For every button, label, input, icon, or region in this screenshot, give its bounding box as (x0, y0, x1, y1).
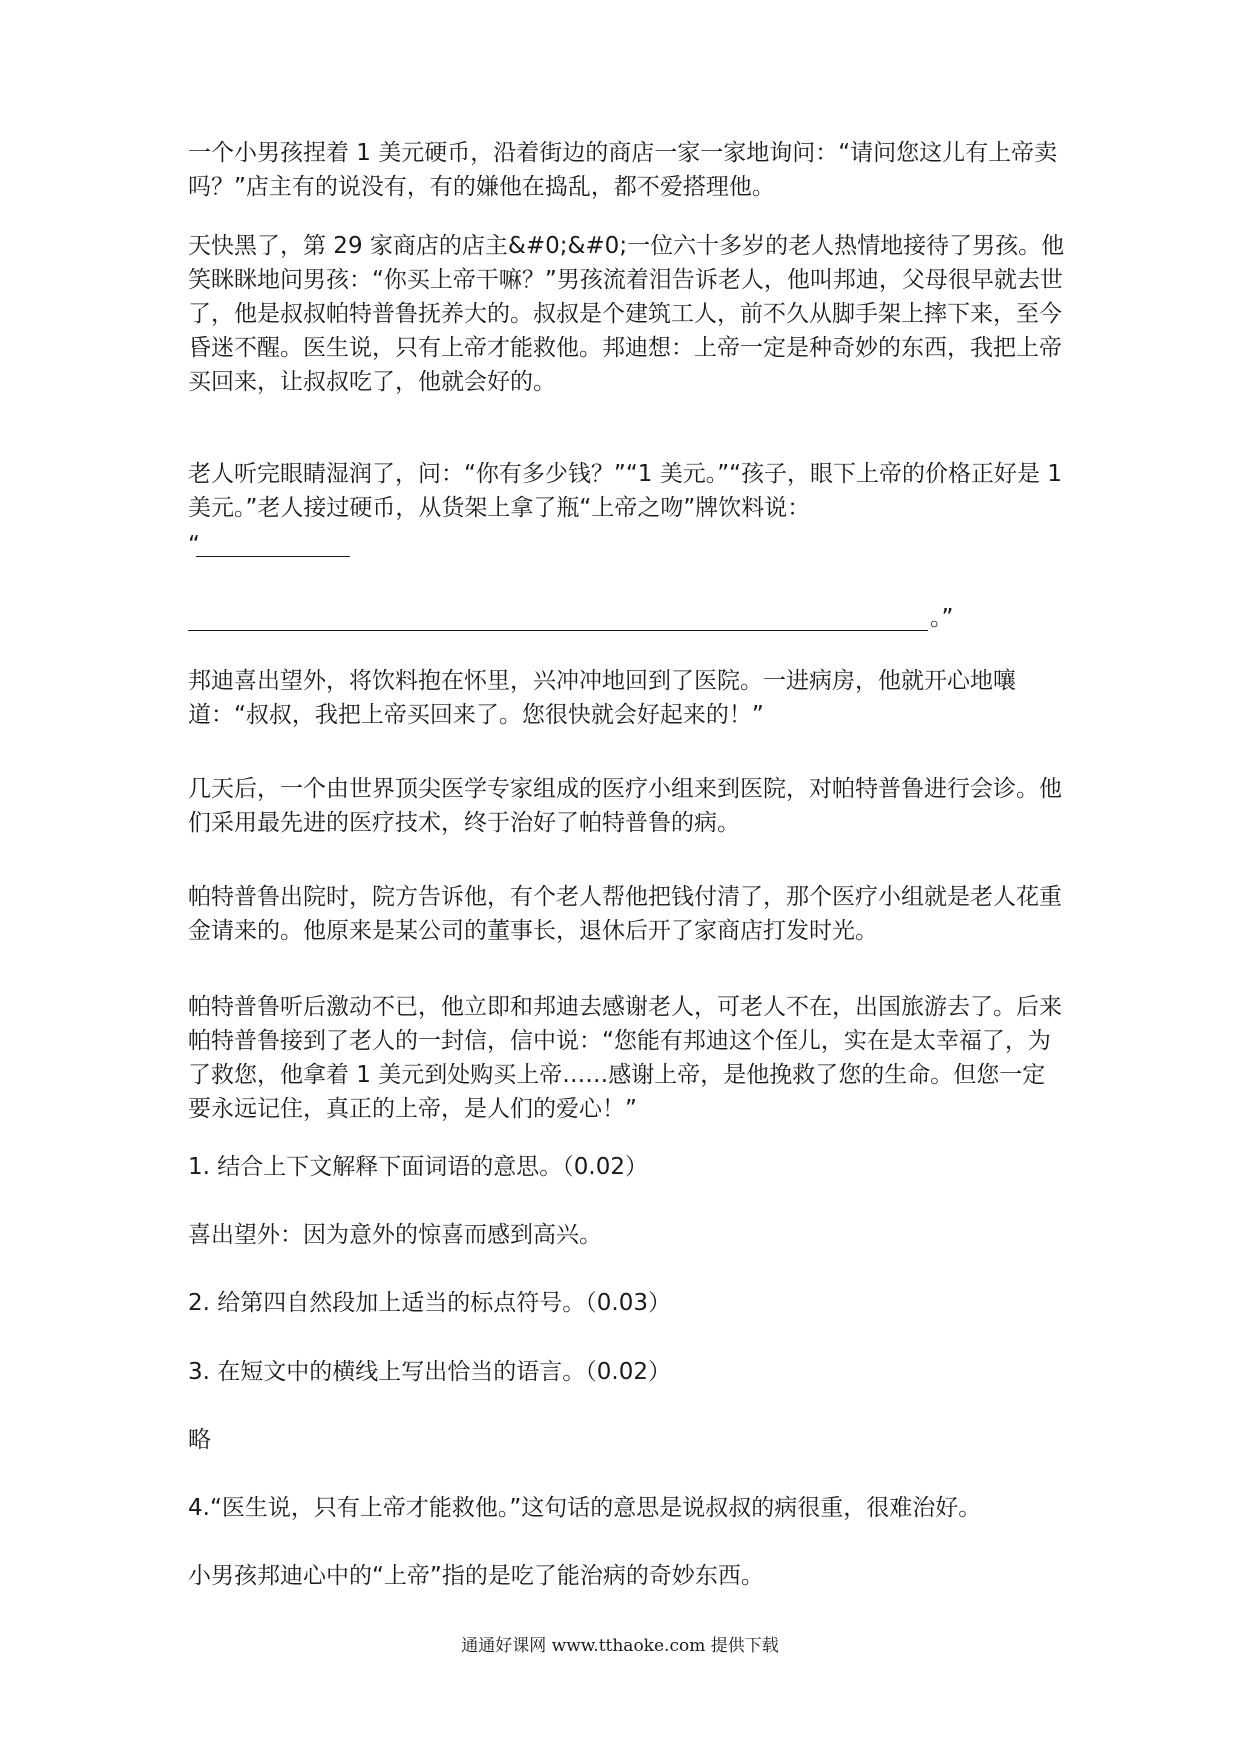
closing-quote-mark: 。” (930, 605, 954, 631)
page-footer: 通通好课网 www.tthaoke.com 提供下载 (461, 1636, 779, 1656)
question-1: 1. 结合上下文解释下面词语的意思。（0.02） (188, 1154, 648, 1180)
story-paragraph-1: 一个小男孩捏着 1 美元硬币，沿着街边的商店一家一家地询问：“请问您这儿有上帝卖吗？”店主有的说没有，有的嫌他在捣乱，都不爱搭理他。 (188, 140, 1058, 200)
answer-1: 喜出望外：因为意外的惊喜而感到高兴。 (188, 1222, 602, 1248)
story-paragraph-5: 几天后，一个由世界顶尖医学专家组成的医疗小组来到医院，对帕特普鲁进行会诊。他们采用最先进的医疗技术，终于治好了帕特普鲁的病。 (188, 776, 1062, 836)
story-paragraph-6: 帕特普鲁出院时，院方告诉他，有个老人帮他把钱付清了，那个医疗小组就是老人花重金请来的。他原来是某公司的董事长，退休后开了家商店打发时光。 (188, 884, 1062, 944)
story-paragraph-2: 天快黑了，第 29 家商店的店主&#0;&#0;一位六十多岁的老人热情地接待了男孩。他笑眯眯地问男孩：“你买上帝干嘛？”男孩流着泪告诉老人，他叫邦迪，父母很早就去世了，他是叔叔帕特普鲁抚养大的。叔叔是个建筑工人，前不久从脚手架上摔下来，至今昏迷不醒。医生说，只有上帝才能救他。邦迪想：上帝一定是种奇妙的东西，我把上帝买回来，让叔叔吃了，他就会好的。 (188, 233, 1065, 395)
open-quote-mark: “ (188, 532, 200, 558)
answer-4: 小男孩邦迪心中的“上帝”指的是吃了能治病的奇妙东西。 (188, 1563, 764, 1589)
question-3: 3. 在短文中的横线上写出恰当的语言。（0.02） (188, 1359, 671, 1385)
answer-blank-line-short (196, 556, 350, 557)
story-paragraph-7: 帕特普鲁听后激动不已，他立即和邦迪去感谢老人，可老人不在，出国旅游去了。后来帕特普鲁接到了老人的一封信，信中说：“您能有邦迪这个侄儿，实在是太幸福了，为了救您，他拿着 1 美元到处购买上帝……感谢上帝，是他挽救了您的生命。但您一定要永远记住，真正的上帝，是人们的爱心！” (188, 994, 1062, 1122)
story-paragraph-4: 邦迪喜出望外，将饮料抱在怀里，兴冲冲地回到了医院。一进病房，他就开心地嚷道：“叔叔，我把上帝买回来了。您很快就会好起来的！” (188, 668, 1016, 728)
answer-3: 略 (188, 1427, 211, 1453)
story-paragraph-3: 老人听完眼睛湿润了，问：“你有多少钱？”“1 美元。”“孩子，眼下上帝的价格正好是 1 美元。”老人接过硬币，从货架上拿了瓶“上帝之吻”牌饮料说： (188, 461, 1062, 521)
question-4: 4.“医生说，只有上帝才能救他。”这句话的意思是说叔叔的病很重，很难治好。 (188, 1495, 982, 1521)
question-2: 2. 给第四自然段加上适当的标点符号。（0.03） (188, 1290, 671, 1316)
answer-blank-line-long (188, 630, 928, 631)
